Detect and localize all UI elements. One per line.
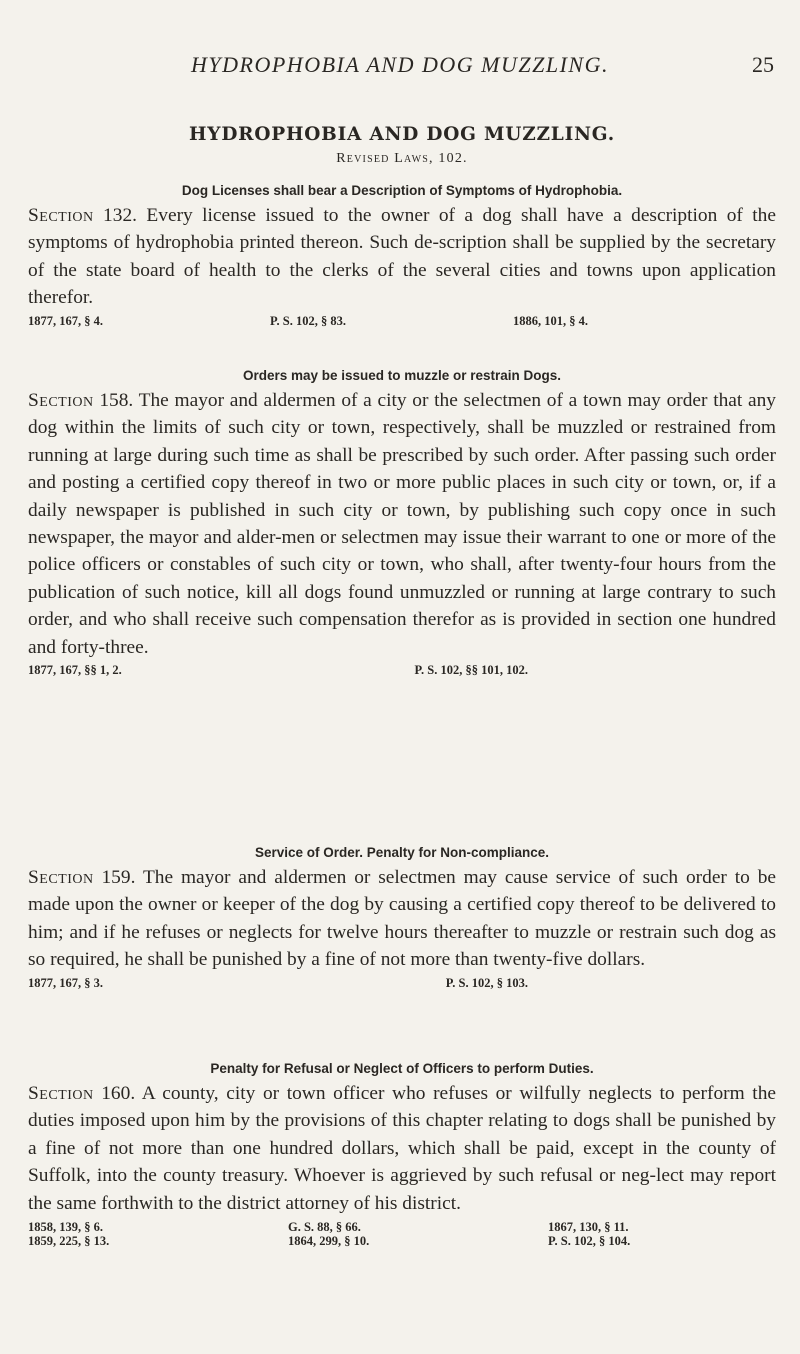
citations bbox=[28, 314, 588, 329]
citations bbox=[28, 976, 528, 991]
citation: 1859, 225, § 13. bbox=[28, 1234, 110, 1249]
citation: 1877, 167, § 4. bbox=[28, 313, 103, 328]
citation: 1858, 139, § 6. bbox=[28, 1220, 103, 1235]
citation: 1877, 167, §§ 1, 2. bbox=[28, 663, 122, 678]
citation: P. S. 102, §§ 101, 102. bbox=[414, 663, 528, 678]
title-block bbox=[28, 124, 776, 167]
section-label: Section bbox=[28, 1083, 94, 1104]
section-text: The mayor and aldermen or selectmen may cause service of such order to be made upon the owner or keeper of the dog by causing a certified copy thereof to be delivered to him; and if he refuses or neglects for twelve hours thereafter to muzzle or restrain such dog as so required, he shall be punished by a fine of not more than twenty-five dollars. bbox=[28, 867, 776, 971]
citation: P. S. 102, § 103. bbox=[445, 975, 528, 990]
section-text: A county, city or town officer who refuses or wilfully neglects to perform the duties imposed upon him by the provisions of this chapter relating to dogs shall be punished by a fine of not more than one hundred dollars, which shall be paid, except in the county of Suffolk, into the county treasury. Whoever is aggrieved by such refusal or neg-lect may report the same forthwith to the district attorney of his district. bbox=[28, 1083, 777, 1214]
section-body bbox=[28, 387, 776, 661]
section-body bbox=[28, 1080, 776, 1217]
section-number: 159. bbox=[101, 867, 136, 888]
citation: P. S. 102, § 83. bbox=[270, 313, 346, 328]
section-158 bbox=[28, 368, 776, 678]
section-text: Every license issued to the owner of a dog shall have a description of the symptoms of hydrophobia printed thereon. Such de-scription shall be supplied by the secretary of the state board of health to the clerks of the several cities and towns upon application therefor. bbox=[28, 205, 776, 309]
citations bbox=[28, 663, 528, 678]
section-text: The mayor and aldermen of a city or the selectmen of a town may order that any dog within the limits of such city or town, respectively, shall be muzzled or restrained from running at large during such time as shall be prescribed by such order. After passing such order and posting a certified copy thereof in two or more public places in such city or town, or, if a daily newspaper is published in such city or town, by publishing such copy once in such newspaper, the mayor and alder-men or selectmen may issue their warrant to one or more of the police officers or constables of such city or town, who shall, after twenty-four hours from the publication of such notice, kill all dogs found unmuzzled or running at large contrary to such order, and who shall receive such compensation therefor as is provided in section one hundred and forty-three. bbox=[28, 390, 776, 658]
citation: P. S. 102, § 104. bbox=[548, 1234, 631, 1249]
citation: G. S. 88, § 66. bbox=[288, 1220, 361, 1235]
section-heading: Dog Licenses shall bear a Description of Symptoms of Hydrophobia. bbox=[181, 183, 623, 198]
citations bbox=[28, 1220, 776, 1248]
section-body bbox=[28, 864, 776, 974]
section-label: Section bbox=[28, 390, 94, 411]
chapter-subtitle: Revised Laws, 102. bbox=[336, 151, 468, 166]
running-head: HYDROPHOBIA AND DOG MUZZLING. bbox=[191, 52, 609, 77]
citation: 1877, 167, § 3. bbox=[28, 975, 103, 990]
section-body bbox=[28, 202, 776, 312]
section-160 bbox=[28, 1061, 776, 1248]
section-number: 158. bbox=[99, 390, 134, 411]
page-number: 25 bbox=[752, 52, 774, 77]
citation: 1867, 130, § 11. bbox=[548, 1220, 629, 1235]
section-heading: Service of Order. Penalty for Non-compliance. bbox=[254, 845, 550, 860]
section-number: 160. bbox=[101, 1083, 136, 1104]
section-label: Section bbox=[28, 867, 94, 888]
section-number: 132. bbox=[103, 205, 137, 226]
section-label: Section bbox=[28, 205, 94, 226]
section-159 bbox=[28, 845, 776, 991]
chapter-title: HYDROPHOBIA AND DOG MUZZLING. bbox=[189, 124, 615, 145]
citation: 1864, 299, § 10. bbox=[288, 1234, 370, 1249]
section-132 bbox=[28, 183, 776, 329]
citation: 1886, 101, § 4. bbox=[512, 313, 588, 328]
section-heading: Orders may be issued to muzzle or restrain Dogs. bbox=[242, 368, 562, 383]
section-heading: Penalty for Refusal or Neglect of Officers to perform Duties. bbox=[210, 1061, 594, 1076]
